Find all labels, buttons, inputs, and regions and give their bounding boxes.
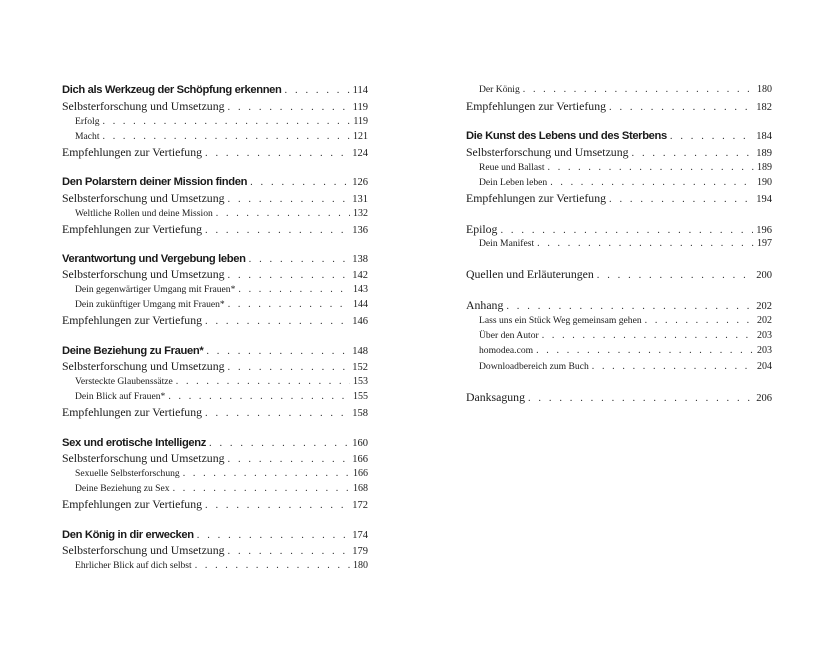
toc-entry-sub xyxy=(466,236,772,252)
dot-leader xyxy=(103,129,350,145)
toc-page-number: 142 xyxy=(352,270,368,281)
toc-entry-title: Verantwortung und Vergebung leben xyxy=(62,253,246,265)
toc-page-number: 155 xyxy=(353,391,368,402)
toc-page-number: 200 xyxy=(756,270,772,281)
dot-leader xyxy=(195,558,350,574)
toc-entry-title: Selbsterforschung und Umsetzung xyxy=(466,145,629,159)
toc-entry-title: Macht xyxy=(75,131,100,142)
toc-page-number: 160 xyxy=(352,438,368,449)
toc-page-number: 184 xyxy=(756,131,772,142)
toc-entry-title: Die Kunst des Lebens und des Sterbens xyxy=(466,130,667,142)
toc-entry-title: Weltliche Rollen und deine Mission xyxy=(75,208,213,219)
toc-page-number: 194 xyxy=(756,194,772,205)
toc-page-number: 119 xyxy=(353,116,368,127)
toc-entry-title: Empfehlungen zur Vertiefung xyxy=(62,313,202,327)
toc-page-number: 190 xyxy=(757,177,772,188)
dot-leader xyxy=(528,391,753,407)
toc-entry-title: Dein Manifest xyxy=(479,238,535,249)
toc-page-number: 131 xyxy=(352,194,368,205)
dot-leader xyxy=(542,328,754,344)
toc-entry-title: Anhang xyxy=(466,298,504,312)
toc-page-number: 196 xyxy=(756,225,772,236)
toc-entry-title: Reue und Ballast xyxy=(479,162,545,173)
toc-page-number: 124 xyxy=(352,148,368,159)
dot-leader xyxy=(285,83,350,99)
toc-entry-title: Selbsterforschung und Umsetzung xyxy=(62,191,225,205)
toc-entry-sub xyxy=(62,558,368,574)
toc-entry-sub xyxy=(62,466,368,482)
toc-page-number: 174 xyxy=(352,530,368,541)
toc-entry-title: Selbsterforschung und Umsetzung xyxy=(62,451,225,465)
toc-entry-title: Sexuelle Selbsterforschung xyxy=(75,468,180,479)
toc-page-number: 143 xyxy=(353,284,368,295)
toc-entry-title: Quellen und Erläuterungen xyxy=(466,267,594,281)
toc-entry-title: Epilog xyxy=(466,222,498,236)
toc-page-number: 148 xyxy=(352,346,368,357)
toc-entry-title: Empfehlungen zur Vertiefung xyxy=(62,405,202,419)
toc-entry-sub xyxy=(466,359,772,375)
toc-entry-title: Dein Blick auf Frauen* xyxy=(75,391,166,402)
toc-entry-title: Den Polarstern deiner Mission finden xyxy=(62,176,248,188)
toc-page-number: 202 xyxy=(756,301,772,312)
toc-entry-chapter xyxy=(62,174,368,191)
dot-leader xyxy=(550,175,754,191)
dot-leader xyxy=(645,313,754,329)
toc-entry-sub xyxy=(466,313,772,329)
toc-entry-title: Den König in dir erwecken xyxy=(62,529,194,541)
toc-entry-title: homodea.com xyxy=(479,345,534,356)
toc-entry-section xyxy=(62,404,368,422)
toc-entry-title: Selbsterforschung und Umsetzung xyxy=(62,267,225,281)
toc-page-number: 121 xyxy=(353,131,368,142)
toc-entry-sub xyxy=(62,374,368,390)
dot-leader xyxy=(537,236,754,252)
toc-page-number: 144 xyxy=(353,299,368,310)
toc-page-number: 166 xyxy=(352,454,368,465)
toc-entry-title: Deine Beziehung zu Sex xyxy=(75,483,170,494)
toc-entry-title: Lass uns ein Stück Weg gemeinsam gehen xyxy=(479,315,642,326)
toc-page-number: 203 xyxy=(757,330,772,341)
toc-entry-title: Selbsterforschung und Umsetzung xyxy=(62,543,225,557)
toc-page-number: 152 xyxy=(352,362,368,373)
toc-entry-title: Selbsterforschung und Umsetzung xyxy=(62,99,225,113)
toc-entry-title: Empfehlungen zur Vertiefung xyxy=(62,222,202,236)
toc-page-number: 158 xyxy=(352,408,368,419)
dot-leader xyxy=(205,314,349,330)
toc-entry-sub xyxy=(62,282,368,298)
toc-page-number: 180 xyxy=(353,560,368,571)
toc-page-number: 146 xyxy=(352,316,368,327)
dot-leader xyxy=(168,389,350,405)
toc-page-number: 166 xyxy=(353,468,368,479)
toc-entry-title: Versteckte Glaubenssätze xyxy=(75,376,173,387)
toc-entry-chapter xyxy=(62,82,368,99)
toc-page-number: 132 xyxy=(353,208,368,219)
toc-entry-title: Downloadbereich zum Buch xyxy=(479,361,589,372)
toc-page-number: 126 xyxy=(352,177,368,188)
dot-leader xyxy=(103,114,351,130)
toc-page-number: 168 xyxy=(353,483,368,494)
toc-page-number: 119 xyxy=(352,102,368,113)
toc-entry-section xyxy=(62,312,368,330)
dot-leader xyxy=(173,481,350,497)
toc-entry-title: Dein zukünftiger Umgang mit Frauen* xyxy=(75,299,225,310)
toc-entry-section xyxy=(466,190,772,208)
toc-entry-section xyxy=(62,144,368,162)
toc-page-number: 189 xyxy=(756,148,772,159)
toc-entry-sub xyxy=(466,343,772,359)
toc-entry-title: Dich als Werkzeug der Schöpfung erkennen xyxy=(62,84,282,96)
toc-page-number: 180 xyxy=(757,84,772,95)
toc-page-number: 189 xyxy=(757,162,772,173)
dot-leader xyxy=(523,82,754,98)
toc-entry-chapter xyxy=(466,128,772,145)
toc-page-number: 182 xyxy=(756,102,772,113)
toc-page-number: 204 xyxy=(757,361,772,372)
toc-entry-sub xyxy=(62,297,368,313)
dot-leader xyxy=(216,206,350,222)
toc-page-number: 172 xyxy=(352,500,368,511)
toc-entry-sub xyxy=(62,481,368,497)
dot-leader xyxy=(228,297,350,313)
toc-entry-title: Dein Leben leben xyxy=(479,177,548,188)
toc-entry-sub xyxy=(466,175,772,191)
dot-leader xyxy=(205,498,349,514)
toc-entry-title: Deine Beziehung zu Frauen* xyxy=(62,345,204,357)
toc-entry-title: Sex und erotische Intelligenz xyxy=(62,437,207,449)
dot-leader xyxy=(536,343,754,359)
toc-entry-title: Ehrlicher Blick auf dich selbst xyxy=(75,560,192,571)
toc-page-number: 202 xyxy=(757,315,772,326)
toc-page-number: 179 xyxy=(352,546,368,557)
toc-entry-title: Selbsterforschung und Umsetzung xyxy=(62,359,225,373)
dot-leader xyxy=(183,466,350,482)
dot-leader xyxy=(205,406,349,422)
toc-entry-title: Empfehlungen zur Vertiefung xyxy=(466,191,606,205)
toc-page-number: 153 xyxy=(353,376,368,387)
toc-entry-sub xyxy=(466,160,772,176)
toc-page-number: 114 xyxy=(352,85,368,96)
toc-entry-section xyxy=(62,221,368,239)
dot-leader xyxy=(592,359,754,375)
toc-page-number: 206 xyxy=(756,393,772,404)
dot-leader xyxy=(205,223,349,239)
dot-leader xyxy=(670,129,753,145)
toc-entry-title: Dein gegenwärtiger Umgang mit Frauen* xyxy=(75,284,236,295)
toc-entry-section xyxy=(466,389,772,407)
toc-entry-sub xyxy=(62,129,368,145)
toc-entry-sub xyxy=(62,206,368,222)
dot-leader xyxy=(609,192,753,208)
dot-leader xyxy=(205,146,349,162)
toc-entry-sub xyxy=(466,82,772,98)
toc-page-number: 136 xyxy=(352,225,368,236)
toc-entry-section xyxy=(62,496,368,514)
toc-page-number: 138 xyxy=(352,254,368,265)
dot-leader xyxy=(548,160,754,176)
dot-leader xyxy=(176,374,350,390)
toc-page-number: 203 xyxy=(757,345,772,356)
toc-entry-title: Empfehlungen zur Vertiefung xyxy=(62,497,202,511)
toc-entry-section xyxy=(466,266,772,284)
dot-leader xyxy=(597,268,753,284)
toc-entry-section xyxy=(466,98,772,116)
toc-entry-title: Empfehlungen zur Vertiefung xyxy=(62,145,202,159)
toc-entry-title: Empfehlungen zur Vertiefung xyxy=(466,99,606,113)
dot-leader xyxy=(238,282,350,298)
toc-entry-sub xyxy=(62,389,368,405)
toc-entry-title: Über den Autor xyxy=(479,330,539,341)
dot-leader xyxy=(250,175,349,191)
toc-entry-title: Danksagung xyxy=(466,390,525,404)
toc-entry-sub xyxy=(466,328,772,344)
toc-page-number: 197 xyxy=(757,238,772,249)
toc-entry-title: Der König xyxy=(479,84,520,95)
toc-entry-title: Erfolg xyxy=(75,116,100,127)
toc-entry-sub xyxy=(62,114,368,130)
dot-leader xyxy=(609,100,753,116)
